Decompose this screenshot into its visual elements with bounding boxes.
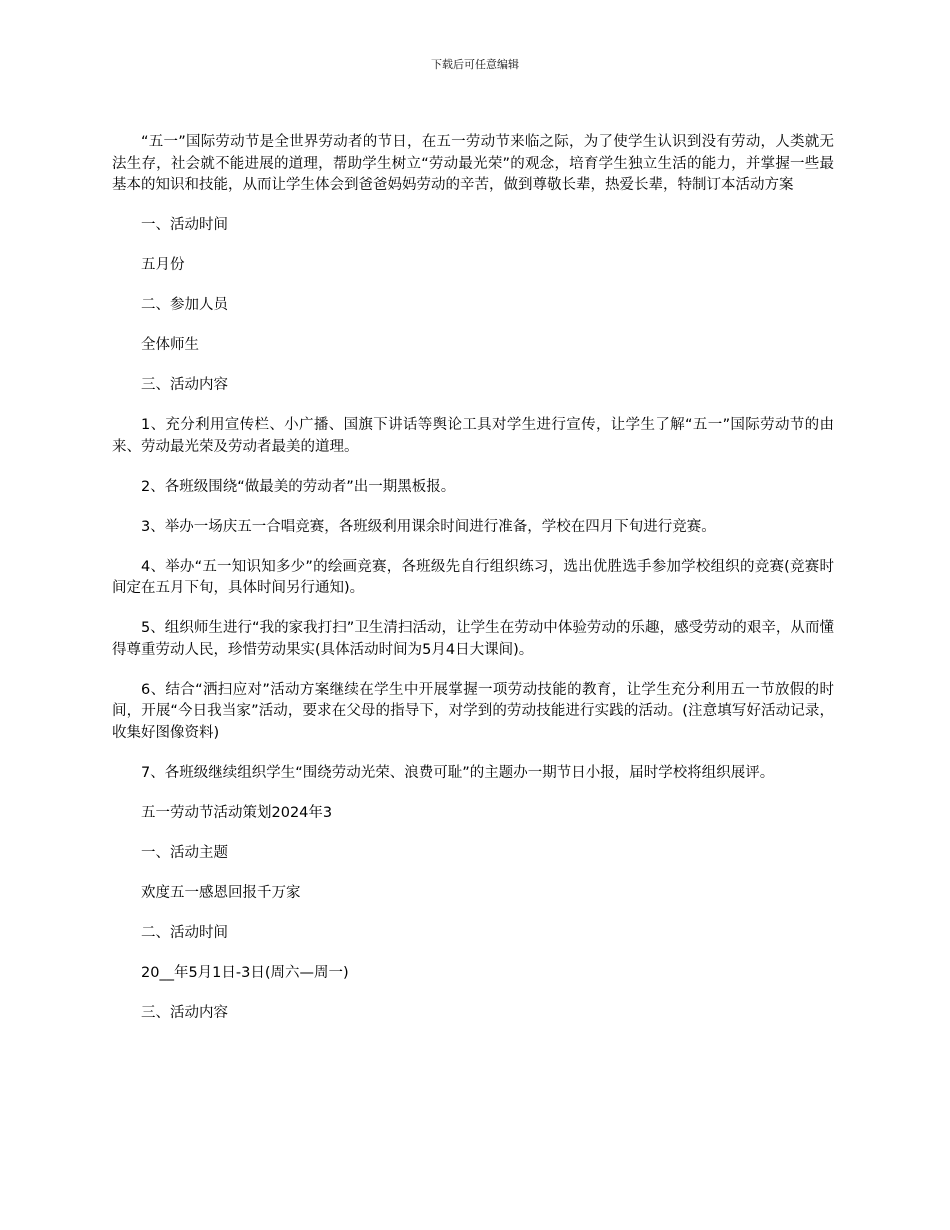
intro-paragraph: “五一”国际劳动节是全世界劳动者的节日，在五一劳动节来临之际，为了使学生认识到没有劳动，人类就无法生存，社会就不能进展的道理，帮助学生树立“劳动最光荣”的观念，培育学生独立生活的能力，并掌握一些最基本的知识和技能，从而让学生体会到爸爸妈妈劳动的辛苦，做到尊敬长辈，热爱长辈，特制订本活动方案 bbox=[112, 134, 834, 193]
section-heading-participants: 二、参加人员 bbox=[141, 297, 228, 313]
participants-value: 全体师生 bbox=[141, 337, 199, 353]
content-item-1: 1、充分利用宣传栏、小广播、国旗下讲话等舆论工具对学生进行宣传，让学生了解“五一”国际劳动节的由来、劳动最光荣及劳动者最美的道理。 bbox=[112, 417, 834, 455]
time-value-2: 20__年5月1日-3日(周六—周一) bbox=[141, 964, 349, 981]
section-heading-activity-content: 三、活动内容 bbox=[141, 377, 228, 393]
plan-3-title: 五一劳动节活动策划2024年3 bbox=[141, 804, 333, 821]
document-body bbox=[112, 132, 834, 1043]
activity-time-value: 五月份 bbox=[141, 257, 185, 273]
theme-value: 欢度五一感恩回报千万家 bbox=[141, 884, 301, 901]
content-item-7: 7、各班级继续组织学生“围绕劳动光荣、浪费可耻”的主题办一期节日小报，届时学校将组织展评。 bbox=[141, 764, 775, 781]
content-item-5: 5、组织师生进行“我的家我打扫”卫生清扫活动，让学生在劳动中体验劳动的乐趣，感受劳动的艰辛，从而懂得尊重劳动人民，珍惜劳动果实(具体活动时间为5月4日大课间)。 bbox=[112, 620, 834, 658]
content-item-6: 6、结合“洒扫应对”活动方案继续在学生中开展掌握一项劳动技能的教育，让学生充分利用五一节放假的时间，开展“今日我当家”活动，要求在父母的指导下，对学到的劳动技能进行实践的活动。(注意填写好活动记录，收集好图像资料) bbox=[112, 681, 834, 741]
page-header-note: 下载后可任意编辑 bbox=[431, 58, 519, 71]
section-heading-theme: 一、活动主题 bbox=[141, 844, 228, 861]
content-item-2: 2、各班级围绕“做最美的劳动者”出一期黑板报。 bbox=[141, 478, 456, 495]
section-heading-content-2: 三、活动内容 bbox=[141, 1004, 228, 1021]
content-item-4: 4、举办“五一知识知多少”的绘画竞赛，各班级先自行组织练习，选出优胜选手参加学校组织的竞赛(竞赛时间定在五月下旬，具体时间另行通知)。 bbox=[112, 558, 834, 596]
section-heading-time-2: 二、活动时间 bbox=[141, 924, 228, 941]
section-heading-activity-time: 一、活动时间 bbox=[141, 217, 228, 233]
content-item-3: 3、举办一场庆五一合唱竞赛，各班级利用课余时间进行准备，学校在四月下旬进行竞赛。 bbox=[141, 518, 716, 535]
